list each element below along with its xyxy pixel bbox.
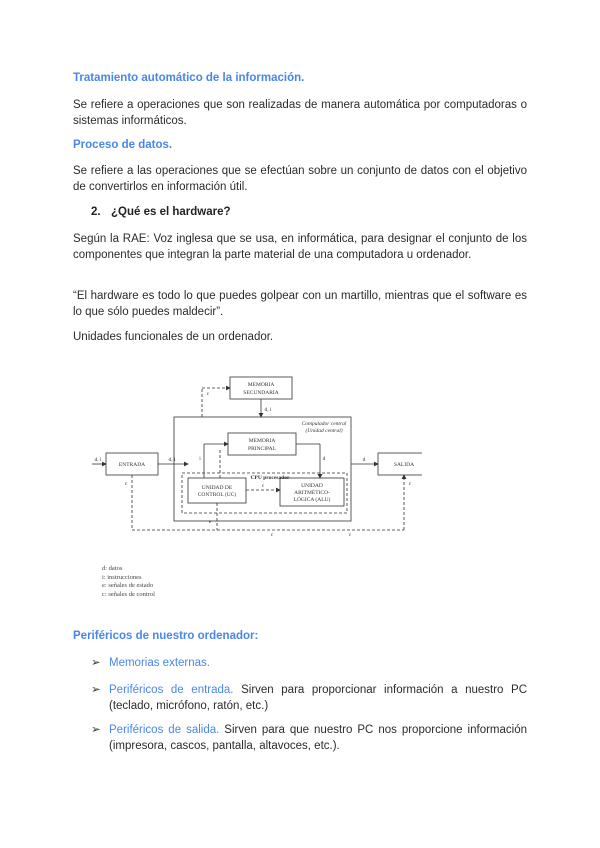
arrow-bullet-icon: ➢ — [91, 724, 101, 736]
list-item-memorias — [91, 655, 527, 671]
item-text: Sirven para proporcionar información a nuestro PC (teclado, micrófono, ratón, etc.) — [109, 684, 527, 712]
heading-perifericos: Periféricos de nuestro ordenador: — [73, 630, 259, 642]
label-c-uc-alu: c — [261, 483, 265, 489]
paragraph-rae: Según la RAE: Voz inglesa que se usa, en informática, para designar el conjunto de los componentes que integran la parte material de una computadora u ordenador. — [73, 233, 527, 261]
item-label: Periféricos de entrada. — [109, 684, 234, 696]
label-computador-central-1: Computador central — [301, 421, 347, 427]
label-memoria-principal-1: MEMORIA — [248, 438, 276, 444]
label-di-top: d, i — [264, 407, 272, 413]
legend-item: c: señales de control — [102, 590, 155, 598]
label-i: i — [199, 456, 201, 462]
arrow-bullet-icon: ➢ — [91, 684, 101, 696]
diagram-legend — [102, 565, 155, 599]
item-text: Sirven para que nuestro PC nos proporcione información (impresora, cascos, pantalla, altavoces, etc.). — [109, 724, 527, 752]
item-label: Periféricos de salida. — [109, 724, 220, 736]
list-item-entrada — [91, 682, 527, 714]
heading-hardware — [91, 206, 231, 218]
paragraph-tratamiento: Se refiere a operaciones que son realizadas de manera automática por computadoras o sistemas informáticos. — [73, 99, 527, 127]
legend-item: d: datos — [102, 565, 123, 572]
label-c-secundaria: c — [206, 391, 210, 397]
label-e: e — [208, 519, 212, 525]
label-c-entrada: c — [124, 481, 128, 487]
label-di-entrada: d, i — [168, 457, 176, 463]
label-cpu: CPU procesador — [250, 475, 290, 481]
label-di-input: d, i — [94, 457, 102, 463]
legend-item: i: instrucciones — [102, 573, 142, 581]
label-entrada: ENTRADA — [118, 462, 146, 468]
label-c-bottom-1: c — [270, 532, 274, 538]
label-computador-central-2: (Unidad central) — [305, 428, 343, 434]
paragraph-proceso-datos: Se refiere a las operaciones que se efectúan sobre un conjunto de datos con el objetivo de convertirlos en información útil. — [73, 165, 527, 193]
label-uc-1: UNIDAD DE — [201, 485, 233, 491]
label-memoria-secundaria-2: SECUNDARIA — [243, 390, 279, 396]
label-d-alu: d — [322, 456, 326, 462]
label-d-salida: d — [362, 457, 366, 463]
label-alu-3: LÓGICA (ALU) — [293, 497, 331, 503]
list-item-salida — [91, 722, 527, 754]
label-salida: SALIDA — [393, 462, 415, 468]
paragraph-unidades: Unidades funcionales de un ordenador. — [73, 331, 274, 343]
legend-item: e: señales de estado — [102, 582, 154, 589]
label-uc-2: CONTROL (UC) — [197, 492, 237, 498]
label-c-salida: c — [408, 481, 412, 487]
heading-tratamiento: Tratamiento automático de la información. — [73, 72, 305, 84]
heading-proceso-datos: Proceso de datos. — [73, 139, 173, 151]
arrow-bullet-icon: ➢ — [91, 657, 101, 669]
paragraph-quote: “El hardware es todo lo que puedes golpear con un martillo, mientras que el software es lo que sólo puedes maldecir”. — [73, 290, 527, 318]
label-c-bottom-2: c — [348, 532, 352, 538]
label-memoria-secundaria-1: MEMORIA — [247, 382, 275, 388]
item-label: Memorias externas. — [109, 657, 210, 669]
functional-units-diagram — [92, 365, 422, 543]
label-alu-2: ARITMÉTICO- — [294, 490, 330, 496]
heading-number: 2. — [91, 206, 101, 218]
heading-hardware-title: ¿Qué es el hardware? — [111, 206, 231, 218]
label-alu-1: UNIDAD — [301, 483, 323, 489]
label-memoria-principal-2: PRINCIPAL — [248, 446, 276, 452]
